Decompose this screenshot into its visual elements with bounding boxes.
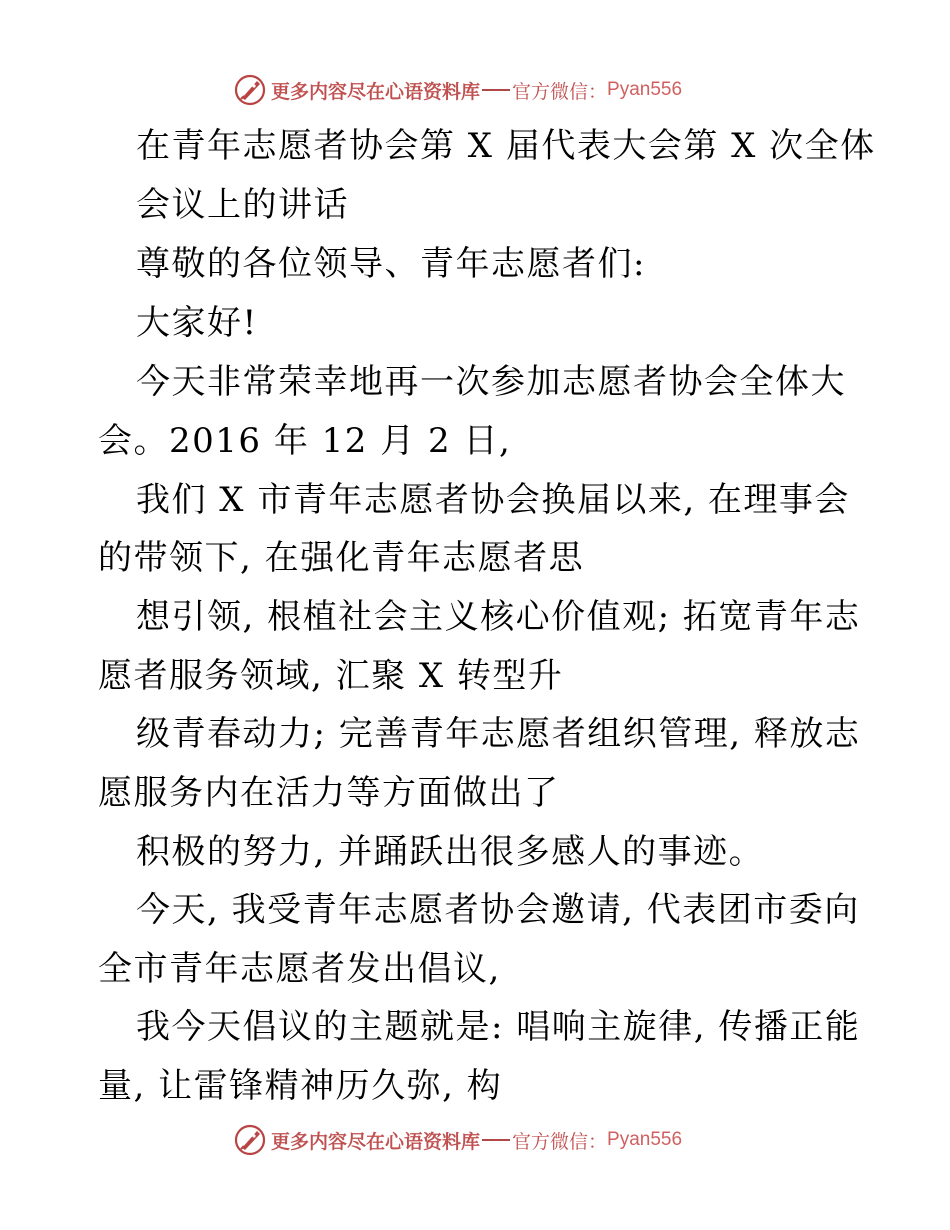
paragraph-line: 的带领下, 在强化青年志愿者思	[98, 538, 585, 578]
footer-banner	[233, 1122, 682, 1158]
title-line-1: 在青年志愿者协会第 X 届代表大会第 X 次全体	[136, 126, 876, 166]
banner-wechat-account: Pyan556	[607, 79, 683, 100]
quill-pen-circle-icon	[233, 73, 267, 107]
paragraph-line: 今天非常荣幸地再一次参加志愿者协会全体大	[136, 362, 846, 402]
banner-brand-text: 更多内容尽在心语资料库	[271, 1130, 481, 1153]
banner-wechat-account: Pyan556	[607, 1129, 683, 1150]
title-line-2: 会议上的讲话	[136, 185, 349, 225]
paragraph-line: 量, 让雷锋精神历久弥, 构	[98, 1066, 503, 1106]
paragraph-line: 我们 X 市青年志愿者协会换届以来, 在理事会	[136, 480, 850, 520]
paragraph-line: 我今天倡议的主题就是: 唱响主旋律, 传播正能	[136, 1007, 861, 1047]
paragraph-line: 想引领, 根植社会主义核心价值观; 拓宽青年志	[136, 597, 861, 637]
paragraph-line: 愿者服务领域, 汇聚 X 转型升	[98, 656, 564, 696]
paragraph-line: 今天, 我受青年志愿者协会邀请, 代表团市委向	[136, 890, 860, 930]
banner-brand-text: 更多内容尽在心语资料库	[271, 80, 481, 103]
paragraph-line: 积极的努力, 并踊跃出很多感人的事迹。	[136, 832, 765, 872]
paragraph-line: 大家好!	[136, 303, 258, 343]
banner-wechat-label: 官方微信：	[512, 1130, 608, 1153]
quill-pen-circle-icon	[233, 1123, 267, 1157]
banner-wechat-label: 官方微信：	[512, 80, 608, 103]
banner-dash	[482, 89, 510, 91]
paragraph-line: 级青春动力; 完善青年志愿者组织管理, 释放志	[136, 714, 861, 754]
banner-dash	[482, 1139, 510, 1141]
paragraph-line: 会。2016 年 12 月 2 日,	[98, 421, 512, 461]
header-banner	[233, 72, 682, 108]
paragraph-line: 尊敬的各位领导、青年志愿者们:	[136, 244, 646, 284]
paragraph-line: 愿服务内在活力等方面做出了	[98, 773, 560, 813]
paragraph-line: 全市青年志愿者发出倡议,	[98, 949, 501, 989]
